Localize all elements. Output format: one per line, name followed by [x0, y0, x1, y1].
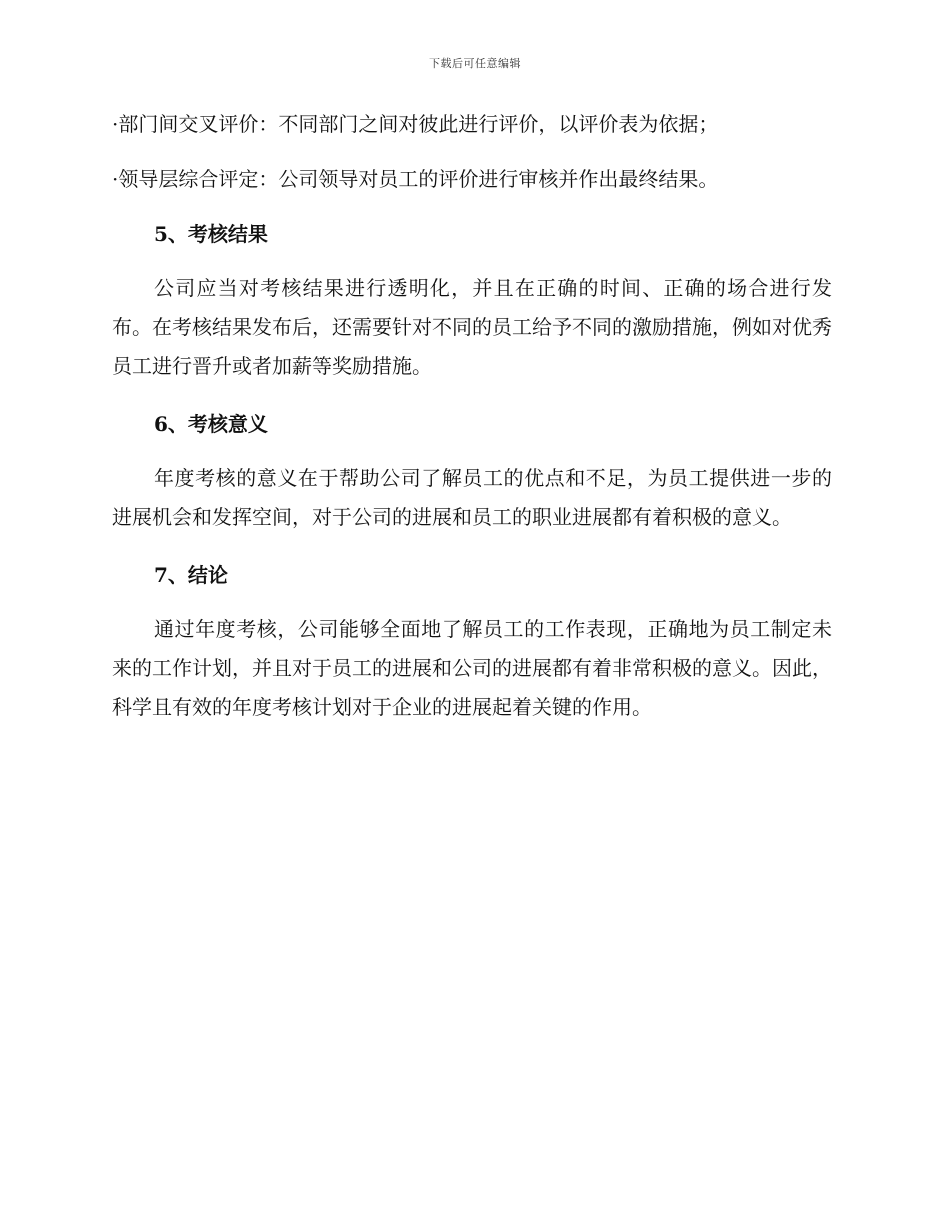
- document-body: [112, 110, 832, 751]
- section-body-results: 公司应当对考核结果进行透明化，并且在正确的时间、正确的场合进行发布。在考核结果发布后，还需要针对不同的员工给予不同的激励措施，例如对优秀员工进行晋升或者加薪等奖励措施。: [112, 276, 832, 378]
- section-body-conclusion: 通过年度考核，公司能够全面地了解员工的工作表现，正确地为员工制定未来的工作计划，并且对于员工的进展和公司的进展都有着非常积极的意义。因此，科学且有效的年度考核计划对于企业的进展起着关键的作用。: [112, 617, 832, 719]
- bullet-leadership-review: ·领导层综合评定：公司领导对员工的评价进行审核并作出最终结果。: [112, 167, 719, 191]
- header-note: 下载后可任意编辑: [429, 57, 521, 70]
- bullet-cross-department: ·部门间交叉评价：不同部门之间对彼此进行评价，以评价表为依据；: [112, 112, 719, 136]
- section-heading-significance: 6、考核意义: [154, 412, 268, 436]
- section-heading-results: 5、考核结果: [154, 222, 268, 246]
- section-heading-conclusion: 7、结论: [154, 563, 228, 587]
- section-body-significance: 年度考核的意义在于帮助公司了解员工的优点和不足，为员工提供进一步的进展机会和发挥空间，对于公司的进展和员工的职业进展都有着积极的意义。: [112, 466, 832, 529]
